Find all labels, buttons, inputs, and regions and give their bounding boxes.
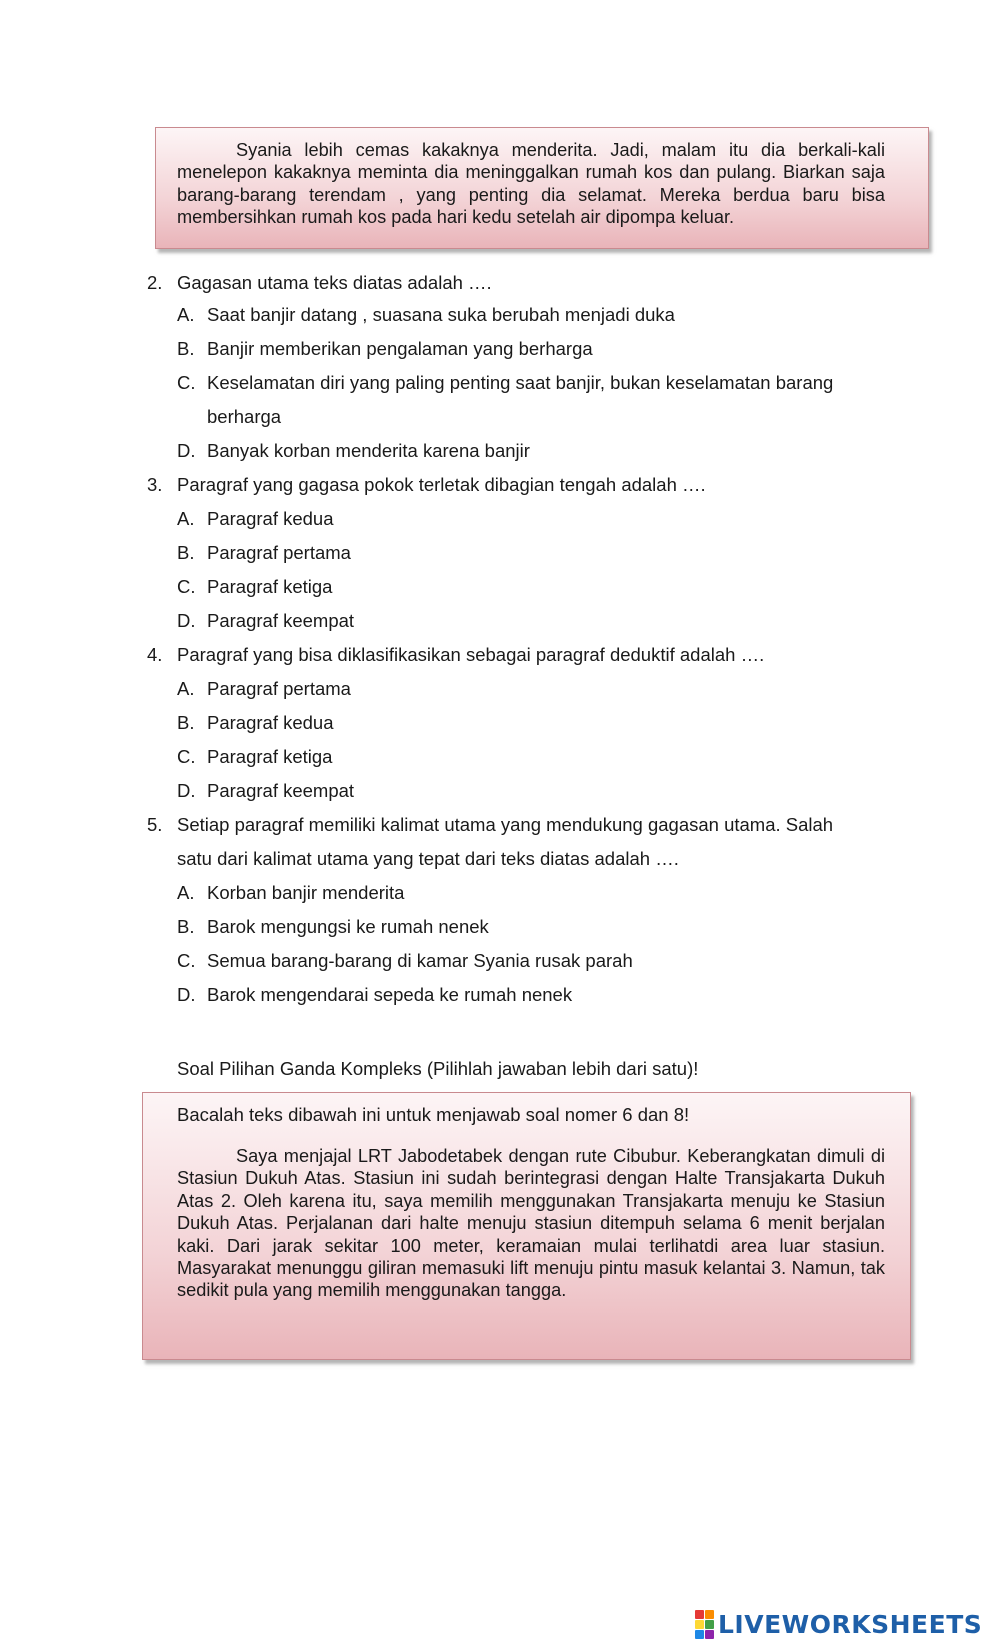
option-text: Paragraf keempat [207,780,355,801]
option-letter: C. [177,746,196,767]
option-text: Banjir memberikan pengalaman yang berharga [207,338,593,359]
option-letter: B. [177,712,195,733]
option-letter: A. [177,304,195,325]
option-text: Keselamatan diri yang paling penting saat banjir, bukan keselamatan barang [207,372,834,393]
logo-square [695,1610,704,1619]
option-letter: B. [177,542,195,563]
logo-text: LIVEWORKSHEETS [718,1609,983,1639]
question-text: Setiap paragraf memiliki kalimat utama yang mendukung gagasan utama. Salah [177,814,834,835]
question-text: Paragraf yang gagasa pokok terletak dibagian tengah adalah …. [177,474,706,495]
option-text: Paragraf kedua [207,508,334,529]
option-letter: A. [177,508,195,529]
option-letter: C. [177,576,196,597]
logo-square [695,1620,704,1629]
option-text: Barok mengendarai sepeda ke rumah nenek [207,984,573,1005]
logo-square [705,1610,714,1619]
question-number: 5. [147,814,163,835]
logo-square [695,1630,704,1639]
option-letter: D. [177,984,196,1005]
option-text: Paragraf ketiga [207,576,333,597]
question-text: Paragraf yang bisa diklasifikasikan sebagai paragraf deduktif adalah …. [177,644,765,665]
passage-2-text: Saya menjajal LRT Jabodetabek dengan rute Cibubur. Keberangkatan dimuli di Stasiun Dukuh Atas. Stasiun ini sudah berintegrasi dengan Halte Transjakarta Dukuh Atas 2. Oleh karena itu, saya memilih menggunakan Transjakarta menuju ke Stasiun Dukuh Atas. Perjalanan dari halte menuju stasiun ditempuh selama 6 menit berjalan kaki. Dari jarak sekitar 100 meter, keramaian mulai terlihatdi area luar stasiun. Masyarakat menunggu giliran memasuki lift menuju pintu masuk kelantai 3. Namun, tak sedikit pula yang memilih menggunakan tangga. [177,1146,885,1301]
option-letter: A. [177,678,195,699]
option-letter: B. [177,916,195,937]
instruction-text: Bacalah teks dibawah ini untuk menjawab soal nomer 6 dan 8! [177,1104,690,1125]
logo-square [705,1630,714,1639]
question-number: 4. [147,644,163,665]
question-number: 3. [147,474,163,495]
option-text: Banyak korban menderita karena banjir [207,440,530,461]
passage-1-text: Syania lebih cemas kakaknya menderita. Jadi, malam itu dia berkali-kali menelepon kakaknya meminta dia meninggalkan rumah kos dan pulang. Biarkan saja barang-barang terendam , yang penting dia selamat. Mereka berdua baru bisa membersihkan rumah kos pada hari kedu setelah air dipompa keluar. [177,140,885,228]
option-text: Barok mengungsi ke rumah nenek [207,916,489,937]
option-letter: D. [177,440,196,461]
option-letter: C. [177,950,196,971]
option-text: Korban banjir menderita [207,882,405,903]
question-text: Gagasan utama teks diatas adalah …. [177,272,492,293]
section-heading-text: Soal Pilihan Ganda Kompleks (Pilihlah jawaban lebih dari satu)! [177,1058,699,1079]
question-text-cont: satu dari kalimat utama yang tepat dari teks diatas adalah …. [177,848,679,869]
liveworksheets-logo [695,1608,982,1640]
option-letter: B. [177,338,195,359]
option-letter: D. [177,610,196,631]
option-text-cont: berharga [207,406,282,427]
option-text: Paragraf ketiga [207,746,333,767]
option-letter: D. [177,780,196,801]
option-letter: C. [177,372,196,393]
option-text: Paragraf keempat [207,610,355,631]
option-text: Paragraf kedua [207,712,334,733]
logo-square [705,1620,714,1629]
option-text: Paragraf pertama [207,542,351,563]
option-text: Saat banjir datang , suasana suka berubah menjadi duka [207,304,675,325]
option-text: Semua barang-barang di kamar Syania rusak parah [207,950,633,971]
liveworksheets-icon [695,1610,714,1639]
option-letter: A. [177,882,195,903]
question-number: 2. [147,272,163,293]
option-text: Paragraf pertama [207,678,351,699]
